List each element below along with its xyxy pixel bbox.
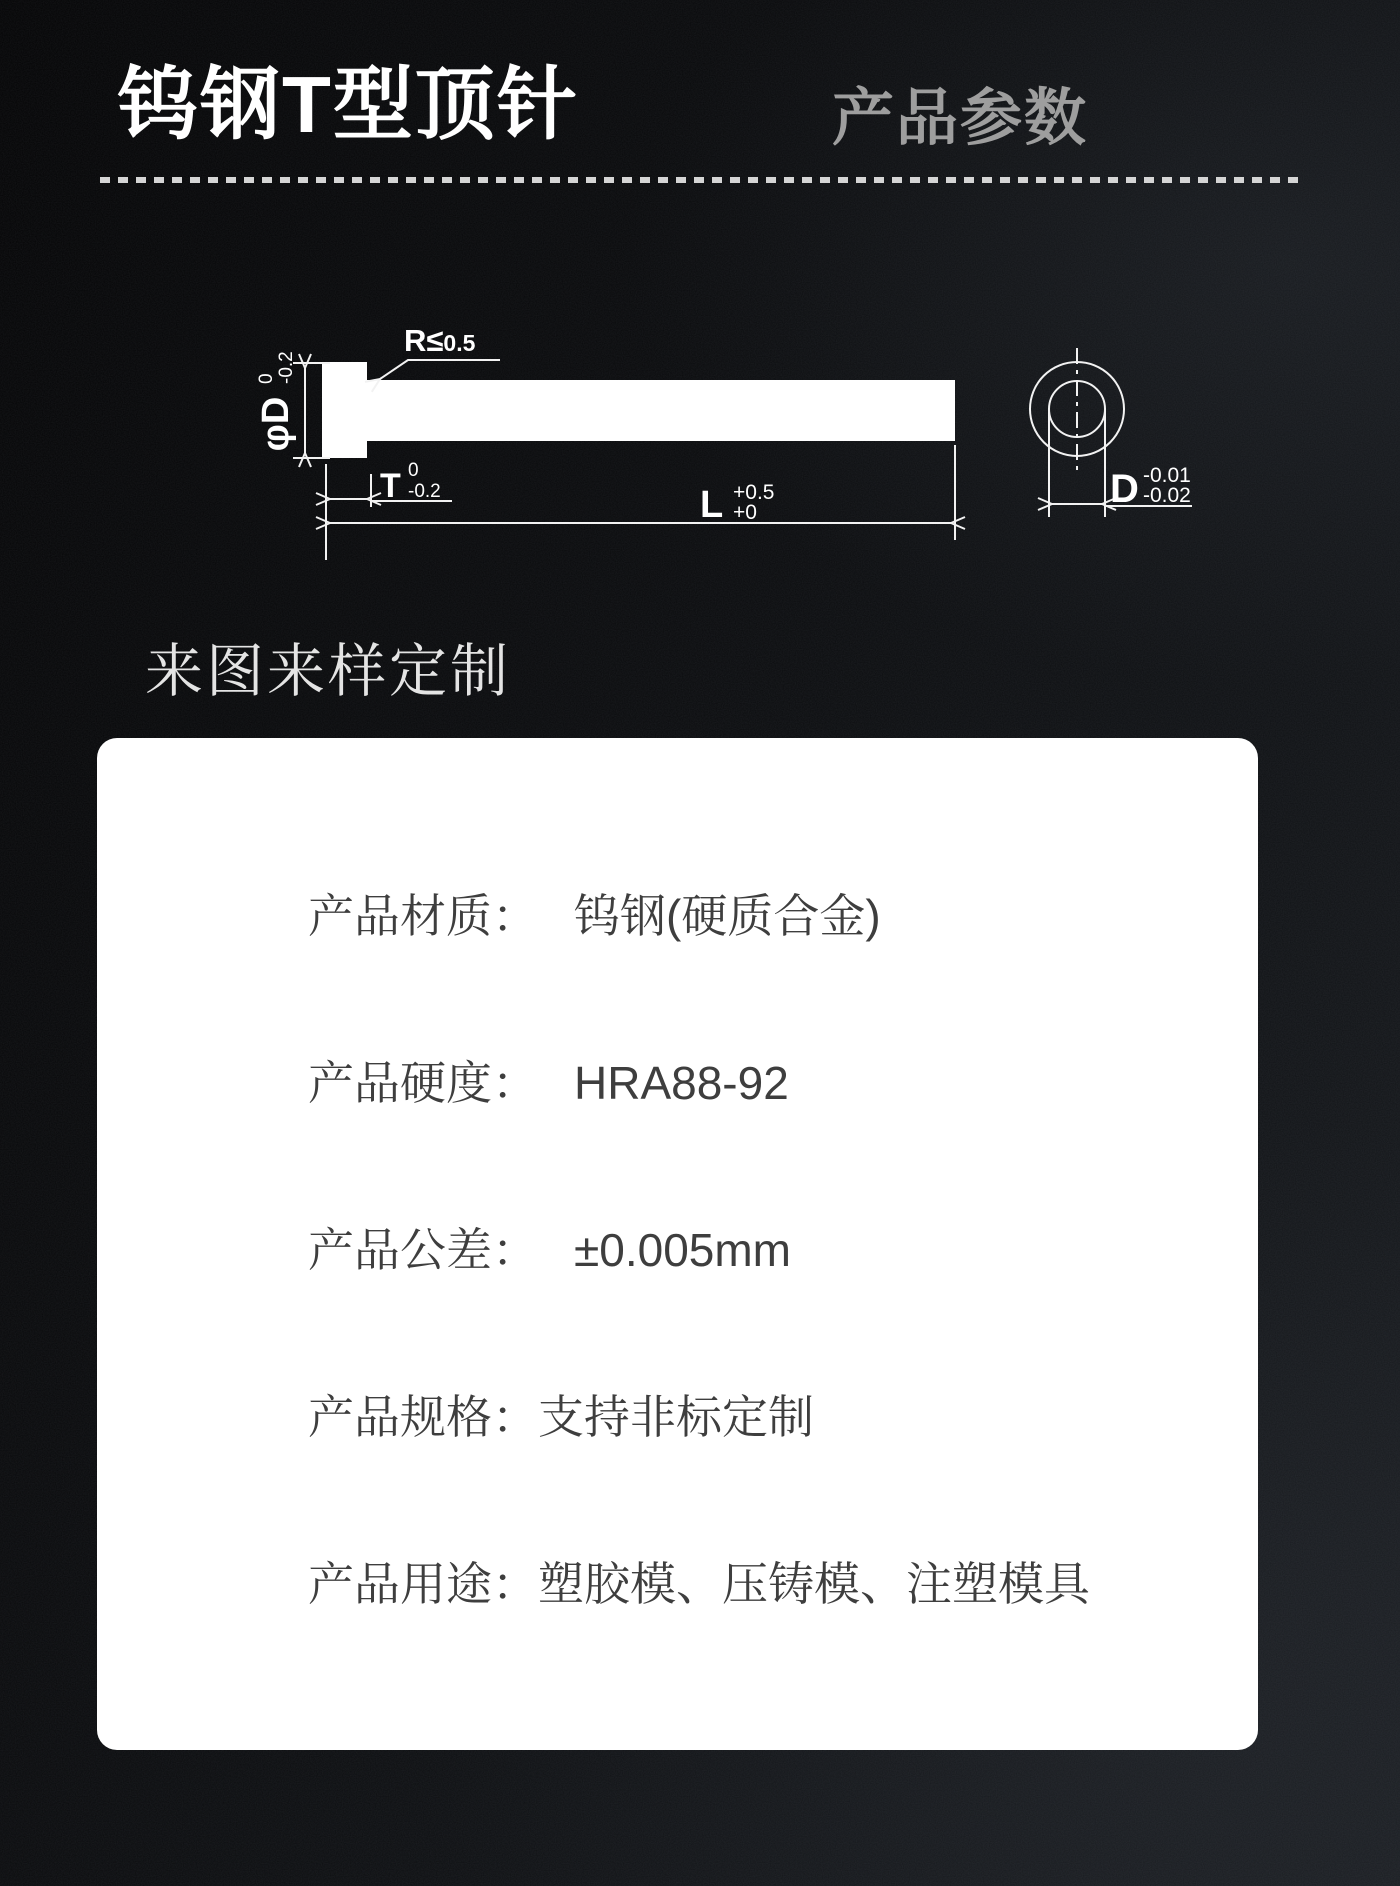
spec-label: 产品材质： <box>308 890 538 942</box>
svg-text:0: 0 <box>256 373 277 384</box>
spec-value: HRA88-92 <box>574 1057 789 1109</box>
page-subtitle: 产品参数 <box>831 84 1088 153</box>
svg-text:L: L <box>700 484 724 526</box>
spec-value: 钨钢(硬质合金) <box>574 890 881 942</box>
spec-label: 产品公差： <box>308 1224 538 1276</box>
spec-label: 产品硬度： <box>308 1057 538 1109</box>
spec-value: ±0.005mm <box>574 1224 791 1276</box>
spec-value: 支持非标定制 <box>538 1391 814 1443</box>
dashed-divider <box>100 177 1304 183</box>
svg-text:φD: φD <box>255 396 297 452</box>
spec-label: 产品用途： <box>308 1558 538 1610</box>
svg-text:-0.2: -0.2 <box>408 481 441 502</box>
svg-text:+0: +0 <box>733 501 757 524</box>
svg-text:0: 0 <box>408 460 419 481</box>
spec-row-specification <box>308 1392 1258 1442</box>
spec-row-usage <box>308 1559 1258 1609</box>
svg-text:-0.01: -0.01 <box>1143 464 1191 487</box>
svg-text:-0.02: -0.02 <box>1143 484 1191 507</box>
spec-label: 产品规格： <box>308 1391 538 1443</box>
custom-tagline: 来图来样定制 <box>145 639 512 704</box>
svg-text:T: T <box>380 467 401 505</box>
spec-row-material <box>308 891 1258 941</box>
svg-text:-0.2: -0.2 <box>276 351 297 384</box>
spec-row-hardness <box>308 1058 1258 1108</box>
spec-card <box>97 738 1258 1750</box>
radius-dimension-label: R≤0.5 <box>404 323 476 358</box>
page-title: 钨钢T型顶针 <box>118 60 579 149</box>
spec-row-tolerance <box>308 1225 1258 1275</box>
svg-text:D: D <box>1110 467 1139 511</box>
spec-value: 塑胶模、压铸模、注塑模具 <box>538 1558 1090 1610</box>
svg-text:+0.5: +0.5 <box>733 481 775 504</box>
